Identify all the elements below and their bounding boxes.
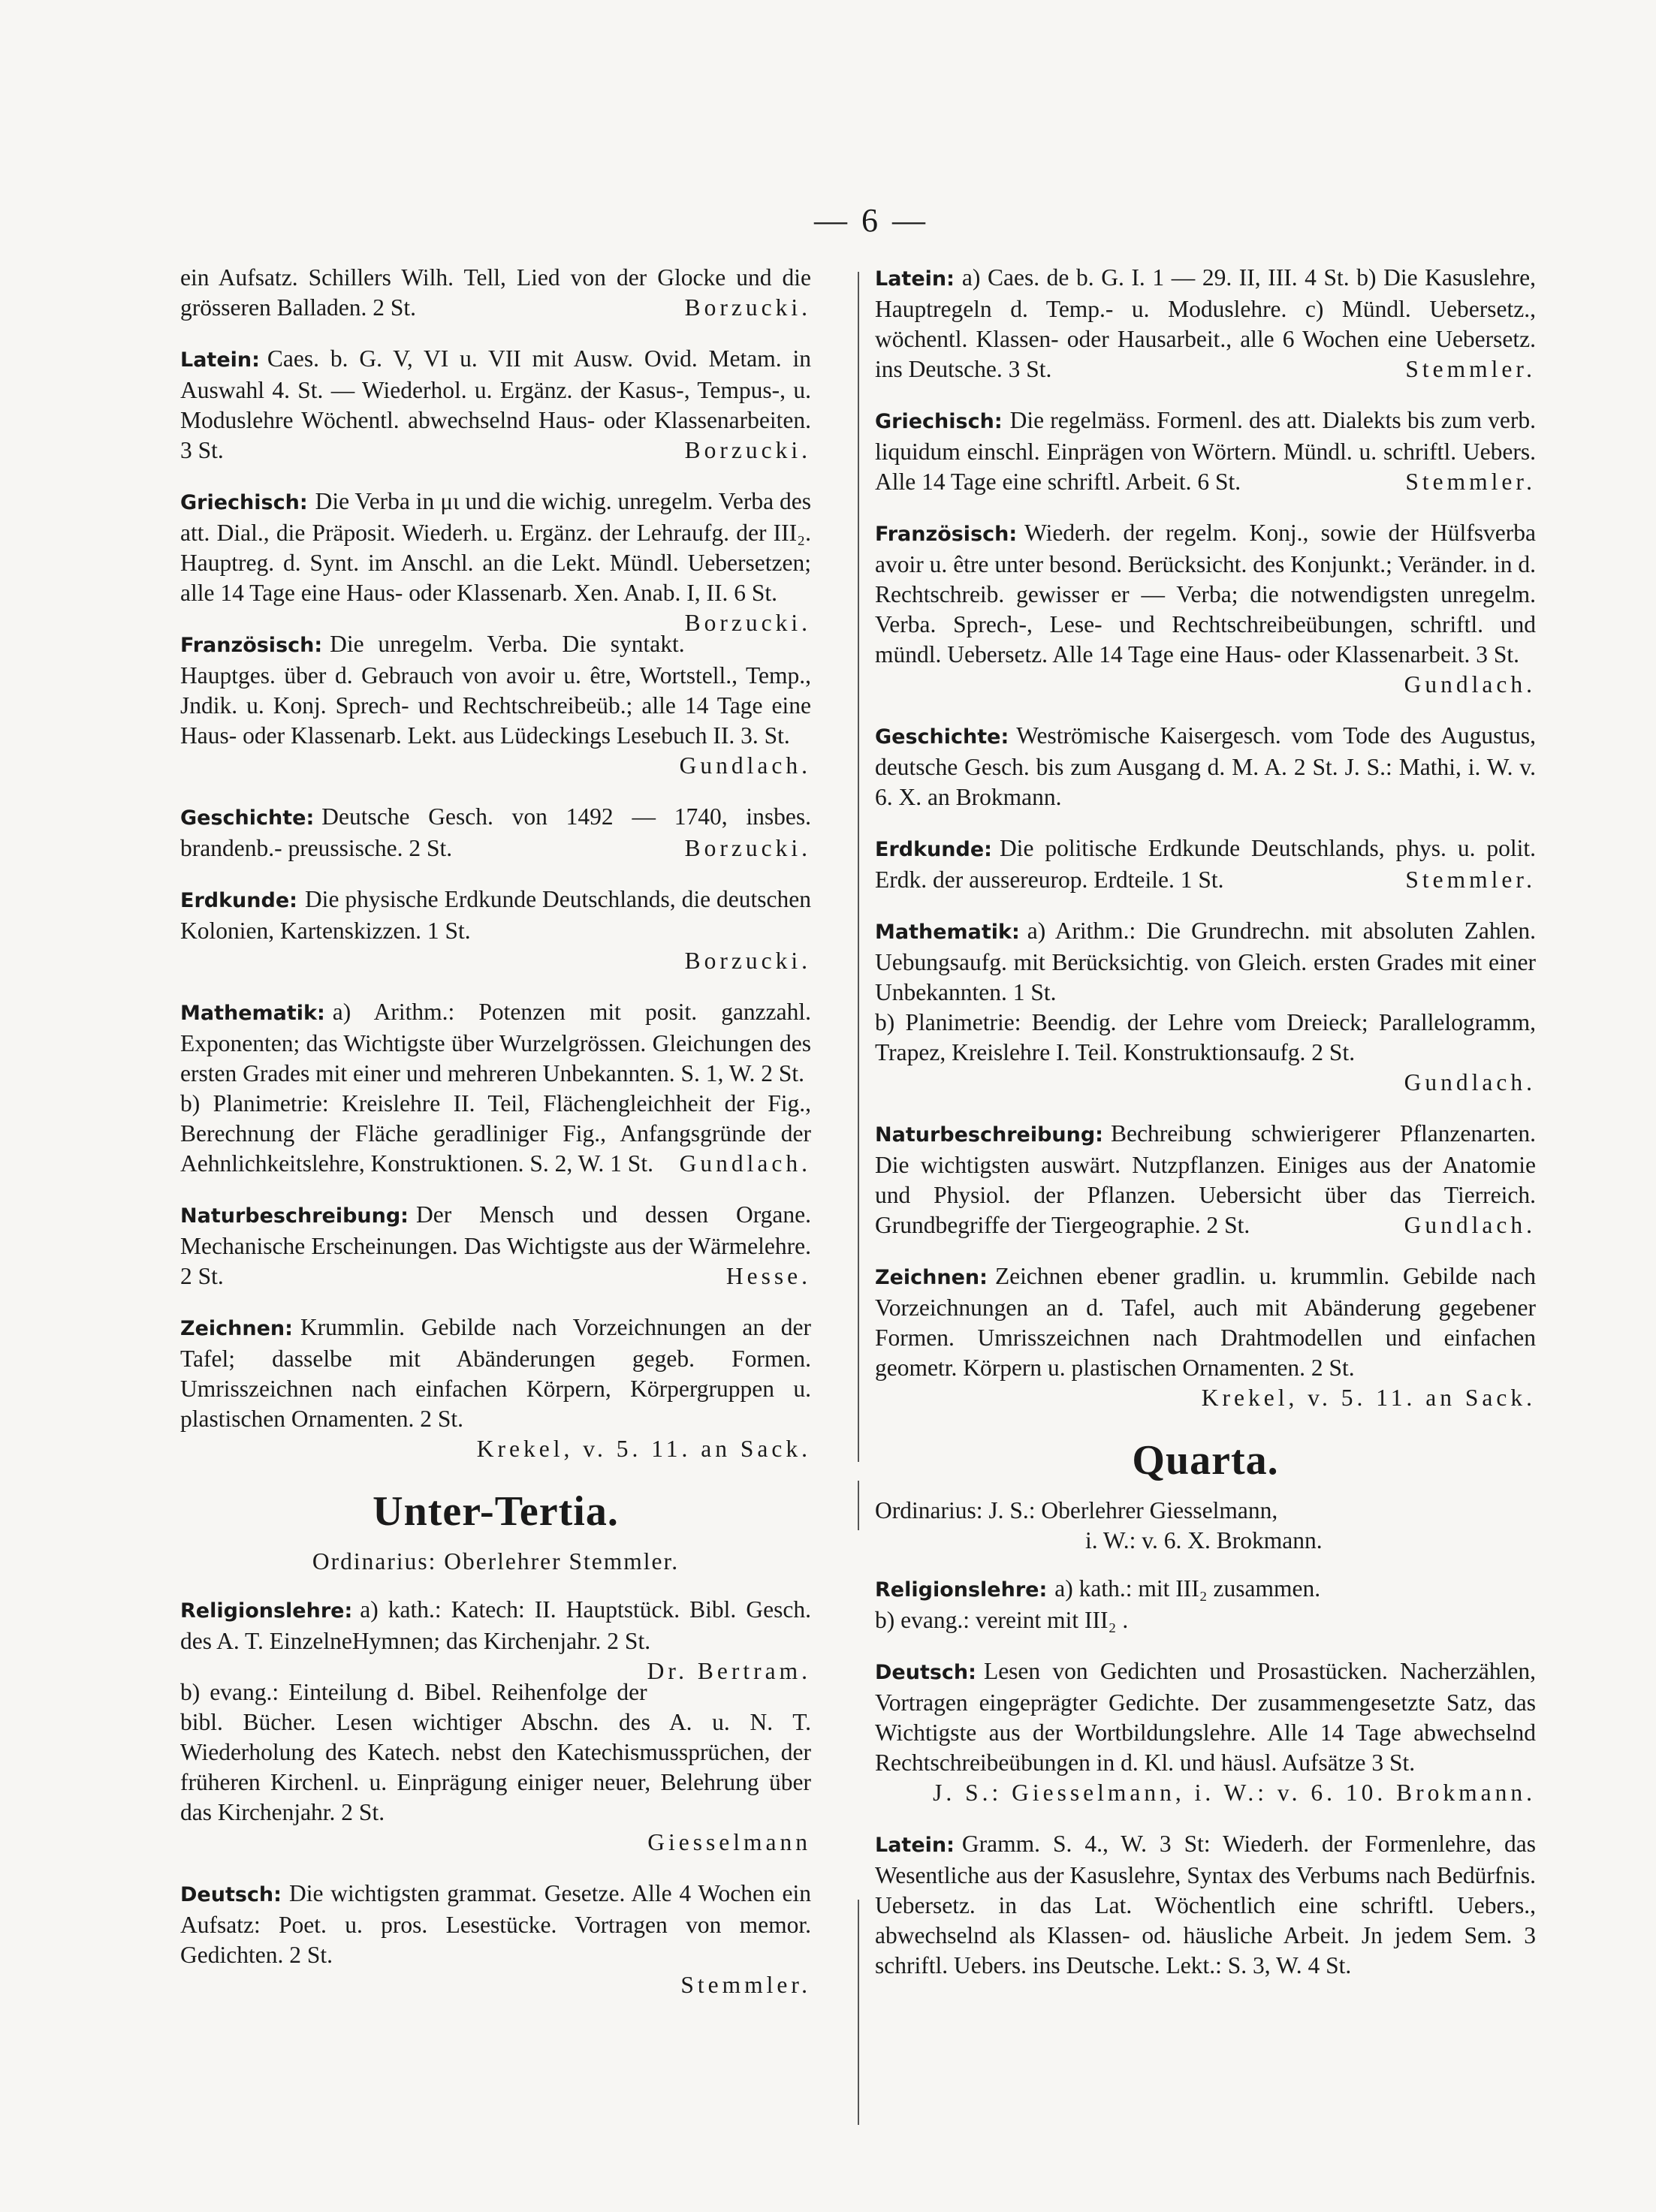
section-text: Die physische Erdkunde Deutschlands, die deutschen Kolonien, Kartenskizzen. 1 St.	[180, 886, 811, 944]
section-text: Gramm. S. 4., W. 3 St: Wiederh. der Formenlehre, das Wesentliche aus der Kasuslehre, Syntax des Verbums nach Bedürfnis. Uebersetz. in das Lat. Wöchentlich eine schriftl. Uebers., abwechselnd als Klassen- od. häusliche Arbeit. Jn jedem Sem. 3 schriftl. Uebers. ins Deutsche. Lekt.: S. 3, W. 4 St.	[875, 1831, 1536, 1978]
subject-label: Religionslehre:	[875, 1578, 1048, 1602]
teacher-signature: Borzucki.	[684, 835, 811, 861]
section-naturbeschreibung	[875, 1119, 1536, 1240]
section-text: b) evang.: Einteilung d. Bibel. Reihenfolge der bibl. Bücher. Lesen wichtiger Abschn. des A. u. N. T. Wiederholung des Katech. nebst den Katechismussprüchen, der früheren Kirchenl. u. Einprägung einiger neuer, Belehrung über das Kirchenjahr. 2 St.	[180, 1679, 811, 1825]
subject-label: Mathematik:	[875, 921, 1020, 944]
subject-label: Religionslehre:	[180, 1599, 353, 1623]
section-religion-evang	[180, 1677, 811, 1858]
teacher-signature: Borzucki.	[684, 437, 811, 463]
teacher-signature: Stemmler.	[1405, 356, 1536, 382]
subject-label: Zeichnen:	[180, 1317, 293, 1340]
teacher-signature: Stemmler.	[680, 1972, 811, 1998]
teacher-signature: J. S.: Giesselmann, i. W.: v. 6. 10. Brokmann.	[933, 1780, 1536, 1806]
ordinarius-line: Ordinarius: J. S.: Oberlehrer Giesselmann,	[875, 1497, 1278, 1523]
section-latein	[180, 344, 811, 466]
section-erdkunde	[180, 884, 811, 976]
heading-quarta: Quarta.	[1132, 1437, 1279, 1484]
section-mathematik	[180, 997, 811, 1179]
section-deutsch	[875, 1656, 1536, 1808]
section-naturbeschreibung	[180, 1200, 811, 1291]
section-franzoesisch	[875, 518, 1536, 700]
section-text-b: b) Planimetrie: Beendig. der Lehre vom Dreieck; Parallelogramm, Trapez, Kreislehre I. Teil. Konstruktionsaufg. 2 St.	[875, 1009, 1536, 1065]
teacher-signature: Borzucki.	[684, 610, 811, 636]
section-zeichnen	[180, 1312, 811, 1464]
ordinarius-line: Ordinarius: Oberlehrer Stemmler.	[312, 1548, 680, 1575]
paragraph-text: ein Aufsatz. Schillers Wilh. Tell, Lied von der Glocke und die grösseren Balladen. 2 St.	[180, 264, 811, 321]
section-erdkunde	[875, 833, 1536, 895]
section-text: Der Mensch und dessen Organe. Mechanische Erscheinungen. Das Wichtigste aus der Wärmelehre. 2 St.	[180, 1201, 811, 1289]
section-text: Wiederh. der regelm. Konj., sowie der Hülfsverba avoir u. être unter besond. Berücksicht. des Konjunkt.; Veränder. in d. Rechtschreib. gewisser er — Verba; die notwendigsten unregelm. Verba. Sprech-, Lese- und Rechtschreibeübungen, schriftl. und mündl. Uebersetz. Alle 14 Tage eine Haus- oder Klassenarbeit. 3 St.	[875, 520, 1536, 668]
section-text: Caes. b. G. V, VI u. VII mit Ausw. Ovid. Metam. in Auswahl 4. St. — Wiederhol. u. Ergänz. der Kasus-, Tempus-, u. Moduslehre Wöchentl. abwechselnd Haus- oder Klassenarbeiten. 3 St.	[180, 345, 811, 463]
teacher-signature: Giesselmann	[647, 1829, 811, 1855]
section-mathematik	[875, 916, 1536, 1098]
section-griechisch	[875, 405, 1536, 497]
section-text: Weströmische Kaisergesch. vom Tode des Augustus, deutsche Gesch. bis zum Ausgang d. M. A. 2 St. J. S.: Mathi, i. W. v. 6. X. an Brokmann.	[875, 722, 1536, 810]
teacher-signature: Gundlach.	[1404, 1069, 1536, 1095]
teacher-signature: Borzucki.	[684, 294, 811, 321]
section-deutsch	[180, 1879, 811, 2000]
section-text: Bechreibung schwierigerer Pflanzenarten. Die wichtigsten auswärt. Nutzpflanzen. Einiges aus der Anatomie und Physiol. der Pflanzen. Uebersicht über das Tierreich. Grundbegriffe der Tiergeographie. 2 St.	[875, 1120, 1536, 1238]
column-divider	[858, 1481, 859, 1530]
section-geschichte	[875, 721, 1536, 812]
page-number: — 6 —	[814, 202, 928, 239]
section-text: Krummlin. Gebilde nach Vorzeichnungen an der Tafel; dasselbe mit Abänderungen gegeb. Formen. Umrisszeichnen nach einfachen Körpern, Körpergruppen u. plastischen Ornamenten. 2 St.	[180, 1314, 811, 1432]
teacher-signature: Stemmler.	[1405, 866, 1536, 893]
heading-unter-tertia: Unter-Tertia.	[373, 1488, 619, 1535]
section-text: a) kath.: Katech: II. Hauptstück. Bibl. Gesch. des A. T. EinzelneHymnen; das Kirchenjahr. 2 St.	[180, 1596, 811, 1654]
section-text: Die regelmäss. Formenl. des att. Dialekts bis zum verb. liquidum einschl. Einprägen von Wörtern. Mündl. u. schriftl. Uebers. Alle 14 Tage eine schriftl. Arbeit. 6 St.	[875, 407, 1536, 495]
section-text: Die unregelm. Verba. Die syntakt. Hauptges. über d. Gebrauch von avoir u. être, Wortstell., Temp., Jndik. u. Konj. Sprech- und Rechtschreibeüb.; alle 14 Tage eine Haus- oder Klassenarb. Lekt. aus Lüdeckings Lesebuch II. 3. St.	[180, 631, 811, 749]
subject-label: Naturbeschreibung:	[180, 1204, 409, 1228]
subject-label: Naturbeschreibung:	[875, 1123, 1103, 1147]
section-text: Zeichnen ebener gradlin. u. krummlin. Gebilde nach Vorzeichnungen an d. Tafel, auch mit Abänderung gegebener Formen. Umrisszeichnen nach Drahtmodellen und einfachen geometr. Körpern u. plastischen Ornamenten. 2 St.	[875, 1263, 1536, 1381]
section-text-b: b) evang.: vereint mit III₂ .	[875, 1607, 1129, 1633]
subject-label: Latein:	[180, 348, 260, 372]
subject-label: Französisch:	[875, 523, 1018, 546]
section-text: a) kath.: mit III₂ zusammen.	[1054, 1575, 1321, 1602]
section-text: a) Arithm.: Potenzen mit posit. ganzzahl. Exponenten; das Wichtigste über Wurzelgrössen. Gleichungen des ersten Grades mit einer und mehreren Unbekannten. S. 1, W. 2 St.	[180, 999, 811, 1086]
teacher-signature: Gundlach.	[1404, 1212, 1536, 1238]
teacher-signature: Stemmler.	[1405, 469, 1536, 495]
column-divider	[858, 272, 859, 1462]
subject-label: Latein:	[875, 1834, 955, 1857]
paragraph-aufsatz	[180, 263, 811, 323]
teacher-signature: Hesse.	[725, 1263, 811, 1289]
section-religionslehre	[875, 1574, 1536, 1635]
subject-label: Erdkunde:	[180, 889, 297, 912]
teacher-signature: Krekel, v. 5. 11. an Sack.	[1201, 1385, 1536, 1411]
left-column	[180, 263, 811, 2021]
subject-label: Zeichnen:	[875, 1266, 988, 1289]
subject-label: Deutsch:	[180, 1883, 282, 1906]
section-latein	[875, 263, 1536, 384]
teacher-signature: Krekel, v. 5. 11. an Sack.	[476, 1436, 811, 1462]
section-text: a) Caes. de b. G. I. 1 — 29. II, III. 4 St. b) Die Kasuslehre, Hauptregeln d. Temp.- u. Moduslehre. c) Mündl. Uebersetz., wöchentl. Klassen- oder Hausarbeit., alle 6 Wochen eine Uebersetz. ins Deutsche. 3 St.	[875, 264, 1536, 382]
subject-label: Latein:	[875, 267, 955, 291]
section-text: Die wichtigsten grammat. Gesetze. Alle 4 Wochen ein Aufsatz: Poet. u. pros. Lesestücke. Vortragen von memor. Gedichten. 2 St.	[180, 1880, 811, 1968]
section-text: Die politische Erdkunde Deutschlands, phys. u. polit. Erdk. der aussereurop. Erdteile. 1 St.	[875, 835, 1536, 893]
section-text: Deutsche Gesch. von 1492 — 1740, insbes. brandenb.- preussische. 2 St.	[180, 803, 811, 861]
section-geschichte	[180, 802, 811, 863]
subject-label: Griechisch:	[875, 410, 1003, 433]
section-text-b: b) Planimetrie: Kreislehre II. Teil, Flächengleichheit der Fig., Berechnung der Fläche geradliniger Fig., Anfangsgründe der Aehnlichkeitslehre, Konstruktionen. S. 2, W. 1 St.	[180, 1090, 811, 1177]
section-latein-quarta	[875, 1829, 1536, 1981]
section-franzoesisch	[180, 629, 811, 781]
subject-label: Deutsch:	[875, 1661, 976, 1684]
section-text: Lesen von Gedichten und Prosastücken. Nacherzählen, Vortragen eingeprägter Gedichte. Der zusammengesetzte Satz, das Wichtigste aus der Wortbildungslehre. Alle 14 Tage abwechselnd Rechtschreibeübungen in d. Kl. und häusl. Aufsätze 3 St.	[875, 1658, 1536, 1776]
subject-label: Erdkunde:	[875, 838, 992, 861]
ordinarius-block	[875, 1496, 1536, 1556]
section-religionslehre	[180, 1595, 811, 1684]
column-divider	[858, 1900, 859, 2125]
teacher-signature: Gundlach.	[1404, 671, 1536, 698]
ordinarius-line-2: i. W.: v. 6. X. Brokmann.	[1085, 1527, 1323, 1554]
teacher-signature: Borzucki.	[684, 948, 811, 974]
subject-label: Geschichte:	[875, 725, 1009, 749]
section-zeichnen	[875, 1261, 1536, 1413]
teacher-signature: Gundlach.	[679, 1150, 811, 1177]
subject-label: Mathematik:	[180, 1002, 325, 1025]
right-column	[875, 263, 1536, 2002]
teacher-signature: Gundlach.	[679, 752, 811, 779]
section-griechisch	[180, 487, 811, 636]
subject-label: Griechisch:	[180, 491, 308, 514]
teacher-signature: Dr. Bertram.	[647, 1658, 811, 1684]
subject-label: Französisch:	[180, 634, 323, 657]
section-text: Die Verba in μι und die wichig. unregelm. Verba des att. Dial., die Präposit. Wiederh. u. Ergänz. der Lehraufg. der III₂. Hauptreg. d. Synt. im Anschl. an die Lekt. Mündl. Uebersetzen; alle 14 Tage eine Haus- oder Klassenarb. Xen. Anab. I, II. 6 St.	[180, 488, 811, 606]
subject-label: Geschichte:	[180, 806, 315, 830]
section-text: a) Arithm.: Die Grundrechn. mit absoluten Zahlen. Uebungsaufg. mit Berücksichtig. von Gleich. ersten Grades mit einer Unbekannten. 1 St.	[875, 918, 1536, 1005]
